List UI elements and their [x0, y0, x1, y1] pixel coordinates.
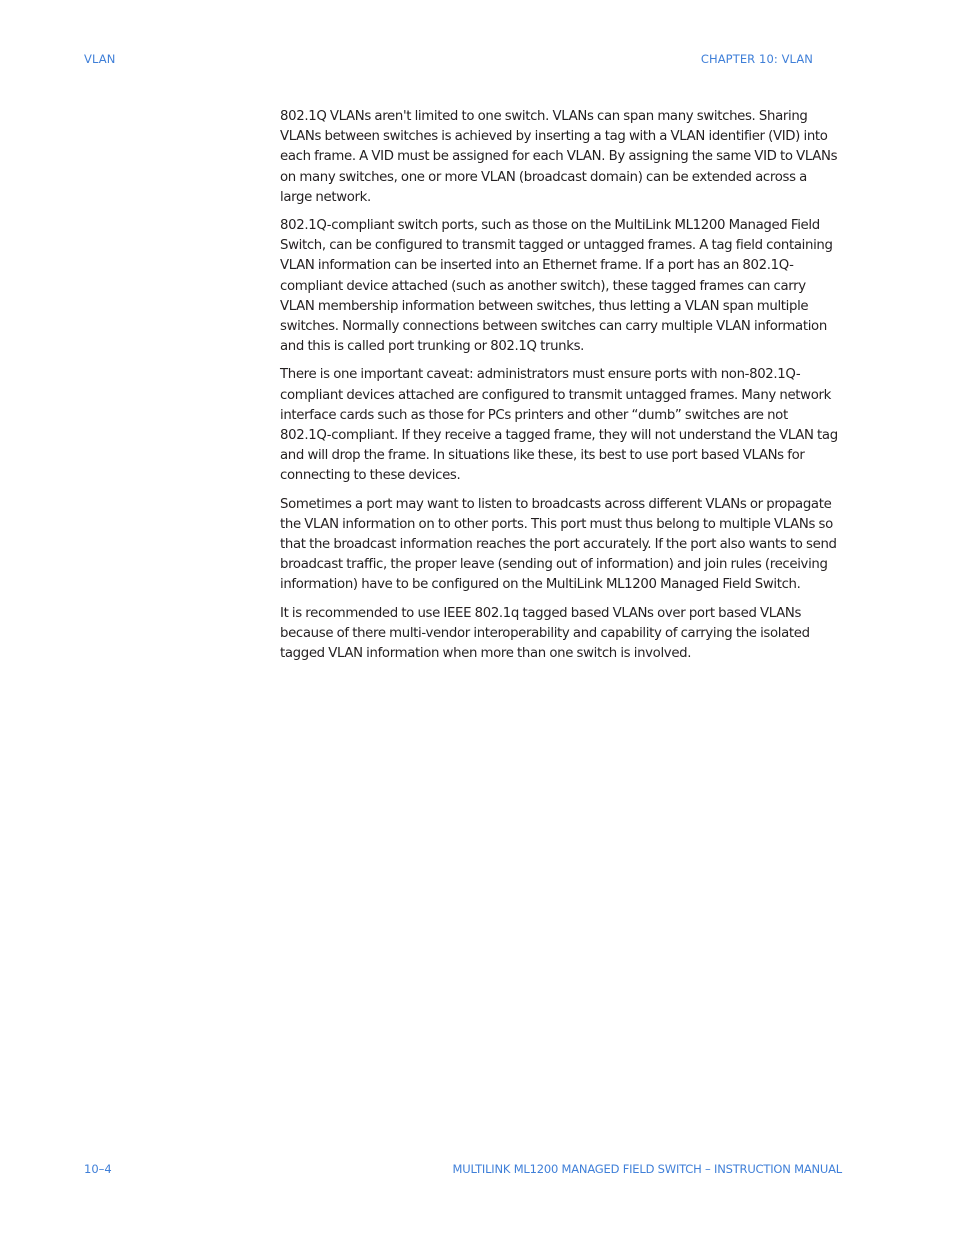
- paragraph-1: 802.1Q VLANs aren't limited to one switch. VLANs can span many switches. Sharing VLANs between switches is achieved by inserting a tag with a VLAN identifier (VID) into each frame. A VID must be assigned for each VLAN. By assigning the same VID to VLANs on many switches, one or more VLAN (broadcast domain) can be extended across a large network.: [280, 109, 838, 205]
- header-section-label: VLAN: [84, 52, 116, 66]
- paragraph-2: 802.1Q-compliant switch ports, such as those on the MultiLink ML1200 Managed Field Switch, can be configured to transmit tagged or untagged frames. A tag field containing VLAN information can be inserted into an Ethernet frame. If a port has an 802.1Q-compliant device attached (such as another switch), these tagged frames can carry VLAN membership information between switches, thus letting a VLAN span multiple switches. Normally connections between switches can carry multiple VLAN information and this is called port trunking or 802.1Q trunks.: [280, 218, 833, 355]
- header-chapter-label: CHAPTER 10: VLAN: [700, 52, 813, 66]
- paragraph-4: Sometimes a port may want to listen to broadcasts across different VLANs or propagate the VLAN information on to other ports. This port must thus belong to multiple VLANs so that the broadcast information reaches the port accurately. If the port also wants to send broadcast traffic, the proper leave (sending out of information) and join rules (receiving information) have to be configured on the MultiLink ML1200 Managed Field Switch.: [280, 496, 837, 593]
- footer-page-number: 10–4: [84, 1162, 112, 1176]
- footer-manual-title: MULTILINK ML1200 MANAGED FIELD SWITCH – INSTRUCTION MANUAL: [452, 1162, 842, 1176]
- paragraph-3: There is one important caveat: administrators must ensure ports with non-802.1Q-compliant devices attached are configured to transmit untagged frames. Many network interface cards such as those for PCs printers and other “dumb” switches are not 802.1Q-compliant. If they receive a tagged frame, they will not understand the VLAN tag and will drop the frame. In situations like these, its best to use port based VLANs for connecting to these devices.: [280, 367, 838, 484]
- paragraph-5: It is recommended to use IEEE 802.1q tagged based VLANs over port based VLANs because of there multi-vendor interoperability and capability of carrying the isolated tagged VLAN information when more than one switch is involved.: [280, 605, 810, 662]
- body-content: [280, 107, 842, 672]
